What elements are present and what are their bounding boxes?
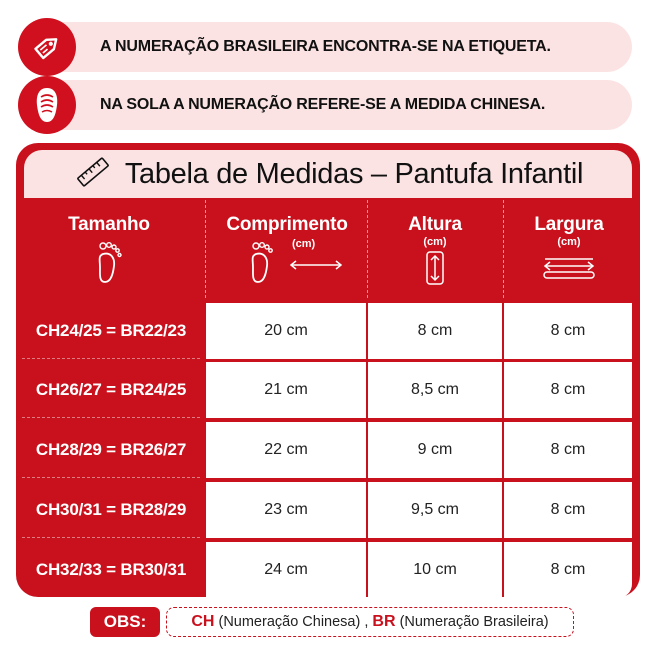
header-label: Comprimento xyxy=(226,214,348,235)
header-tamanho xyxy=(24,200,194,298)
header-label: Largura xyxy=(534,214,604,235)
table-title-bar xyxy=(24,150,632,198)
shoe-sole-icon xyxy=(18,76,76,134)
header-altura xyxy=(368,200,502,298)
height-cell: 9 cm xyxy=(368,422,502,478)
size-label: CH26/27 = BR24/25 xyxy=(22,362,200,418)
length-cell: 24 cm xyxy=(206,542,366,598)
width-cell: 8 cm xyxy=(504,482,632,538)
footprint-icon xyxy=(89,238,129,286)
br-code: BR xyxy=(372,613,396,630)
header-unit: (cm) xyxy=(557,236,581,248)
ch-code: CH xyxy=(191,613,215,630)
length-cell: 22 cm xyxy=(206,422,366,478)
height-cell: 10 cm xyxy=(368,542,502,598)
br-description: (Numeração Brasileira) xyxy=(399,614,549,630)
header-comprimento xyxy=(206,200,368,298)
length-cell: 20 cm xyxy=(206,303,366,359)
price-tag-icon xyxy=(18,18,76,76)
width-cell: 8 cm xyxy=(504,303,632,359)
width-cell: 8 cm xyxy=(504,362,632,418)
header-unit: (cm) xyxy=(423,236,447,248)
notice-tag-banner xyxy=(22,22,632,72)
size-label: CH28/29 = BR26/27 xyxy=(22,422,200,478)
length-arrow-icon xyxy=(288,258,344,272)
obs-note xyxy=(166,607,574,637)
table-title: Tabela de Medidas – Pantufa Infantil xyxy=(124,157,584,190)
notice-text: A NUMERAÇÃO BRASILEIRA ENCONTRA-SE NA ETIQUETA. xyxy=(100,38,551,55)
width-cell: 8 cm xyxy=(504,542,632,598)
length-cell: 23 cm xyxy=(206,482,366,538)
header-unit: (cm) xyxy=(292,238,316,250)
footprint-length-icon xyxy=(242,238,282,286)
ruler-icon xyxy=(73,157,113,192)
obs-label: OBS: xyxy=(90,607,160,637)
notice-text: NA SOLA A NUMERAÇÃO REFERE-SE A MEDIDA CHINESA. xyxy=(100,96,546,113)
height-cell: 8,5 cm xyxy=(368,362,502,418)
width-cell: 8 cm xyxy=(504,422,632,478)
ch-description: (Numeração Chinesa) , xyxy=(218,614,369,630)
size-label: CH32/33 = BR30/31 xyxy=(35,560,187,579)
size-label: CH30/31 = BR28/29 xyxy=(22,482,200,538)
header-label: Tamanho xyxy=(68,214,150,235)
size-label: CH24/25 = BR22/23 xyxy=(22,303,200,359)
height-cell: 9,5 cm xyxy=(368,482,502,538)
header-largura xyxy=(504,200,634,298)
notice-sole-banner xyxy=(22,80,632,130)
length-cell: 21 cm xyxy=(206,362,366,418)
height-arrow-icon xyxy=(424,250,446,286)
header-label: Altura xyxy=(408,214,462,235)
height-cell: 8 cm xyxy=(368,303,502,359)
width-arrow-icon xyxy=(541,254,597,282)
